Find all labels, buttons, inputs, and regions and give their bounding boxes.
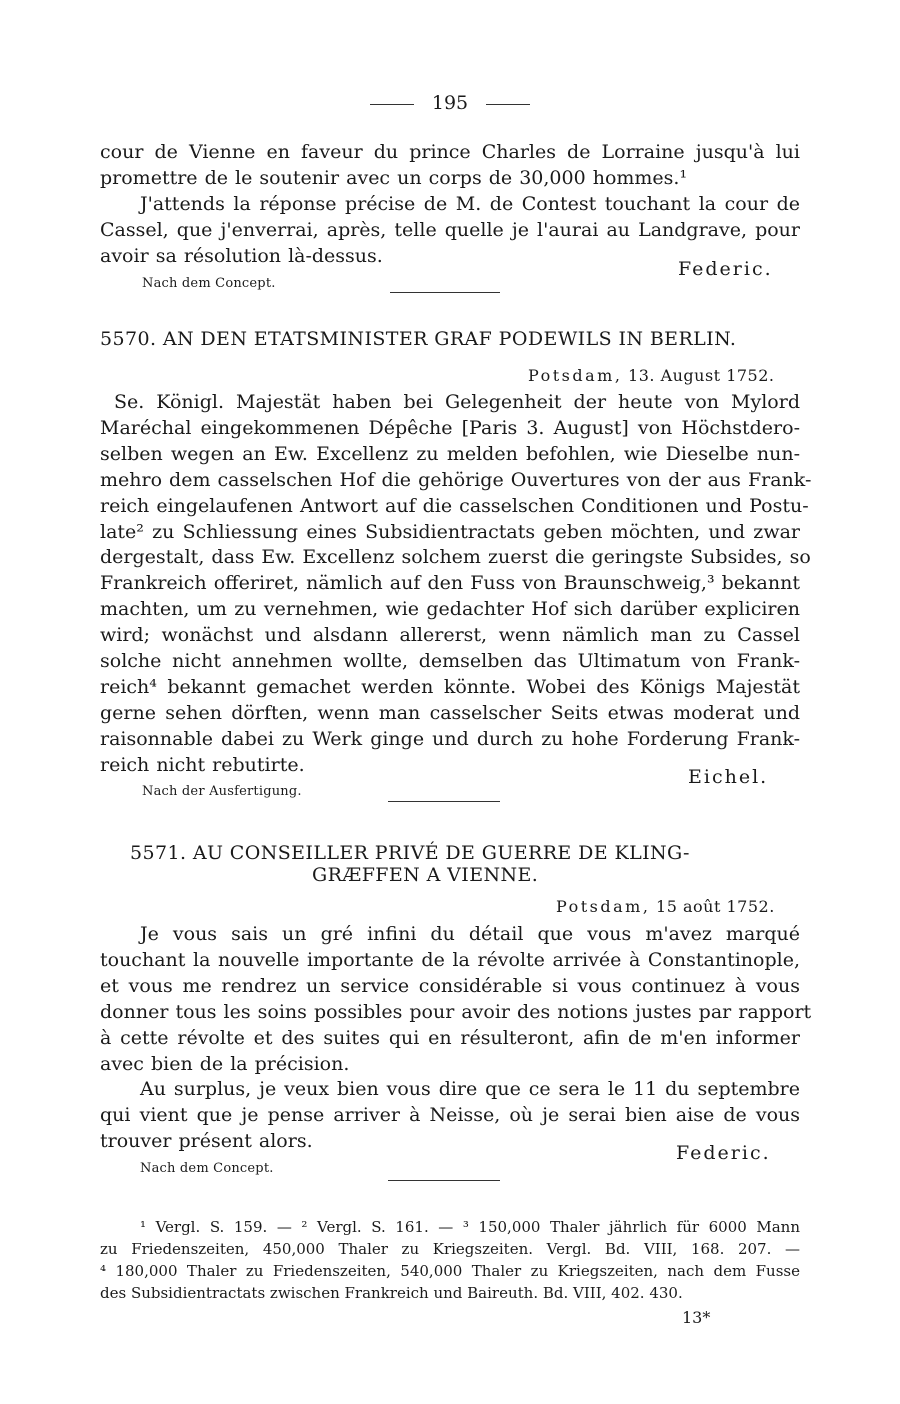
text-line: promettre de le soutenir avec un corps de 30,000 hommes.¹ [100, 166, 688, 189]
separator-rule [388, 1180, 500, 1181]
footnote-line: ¹ Vergl. S. 159. — ² Vergl. S. 161. — ³ 150,000 Thaler jährlich für 6000 Mann [140, 1218, 800, 1236]
text-line: gerne sehen dörften, wenn man casselscher Seits etwas moderat und [100, 701, 800, 724]
letter-place-date [556, 897, 775, 916]
text-line: wird; wonächst und alsdann allererst, wenn nämlich man zu Cassel [100, 624, 800, 647]
letter-heading-continued: GRÆFFEN A VIENNE. [312, 864, 539, 886]
signature-mark: 13* [682, 1308, 711, 1327]
text-line: Au surplus, je veux bien vous dire que ce sera le 11 du septembre [140, 1078, 800, 1101]
separator-rule [388, 801, 500, 802]
header-rule-left [370, 104, 414, 105]
page-number: 195 [431, 92, 469, 114]
text-line: à cette révolte et des suites qui en résulteront, afin de m'en informer [100, 1026, 800, 1049]
signature: Eichel. [688, 766, 769, 788]
text-line: solche nicht annehmen wollte, demselben das Ultimatum von Frank- [100, 650, 800, 673]
text-line: Je vous sais un gré infini du détail que vous m'avez marqué [140, 923, 800, 945]
text-line: Frankreich offeriret, nämlich auf den Fuss von Braunschweig,³ bekannt [100, 572, 800, 595]
source-note: Nach dem Concept. [140, 1161, 274, 1176]
separator-rule [390, 292, 500, 293]
text-line: reich eingelaufenen Antwort auf die casselschen Conditionen und Postu- [100, 494, 809, 517]
text-line: raisonnable dabei zu Werk ginge und durch zu hohe Forderung Frank- [100, 727, 800, 750]
text-line: dergestalt, dass Ew. Excellenz solchem zuerst die geringste Subsides, so [100, 546, 811, 569]
text-line: cour de Vienne en faveur du prince Charles de Lorraine jusqu'à lui [100, 141, 800, 163]
text-line: Se. Königl. Majestät haben bei Gelegenheit der heute von Mylord [114, 391, 800, 413]
text-line: avoir sa résolution là-dessus. [100, 244, 383, 267]
letter-body [100, 922, 812, 1155]
source-note: Nach dem Concept. [142, 276, 276, 291]
text-line: Maréchal eingekommenen Dépêche [Paris 3. August] von Höchstdero- [100, 416, 800, 439]
text-line: trouver présent alors. [100, 1130, 313, 1153]
source-note: Nach der Ausfertigung. [142, 784, 302, 799]
prev-letter-text [100, 140, 800, 270]
letter-date: 15 août 1752. [656, 897, 775, 916]
letter-place: Potsdam, [556, 897, 651, 916]
footnote-line: des Subsidientractats zwischen Frankreich und Baireuth. Bd. VIII, 402. 430. [100, 1284, 683, 1302]
letter-place-date [528, 366, 775, 385]
text-line: mehro dem casselschen Hof die gehörige Ouvertures von der aus Frank- [100, 468, 812, 491]
letter-heading: 5571. AU CONSEILLER PRIVÉ DE GUERRE DE KLING- [130, 842, 690, 864]
text-line: et vous me rendrez un service considérable si vous continuez à vous [100, 974, 800, 997]
book-page [100, 0, 812, 1404]
running-header [100, 92, 800, 114]
text-line: machten, um zu vernehmen, wie gedachter Hof sich darüber expliciren [100, 598, 800, 621]
letter-date: 13. August 1752. [628, 366, 775, 385]
text-line: avec bien de la précision. [100, 1052, 350, 1075]
text-line: reich⁴ bekannt gemachet werden könnte. Wobei des Königs Majestät [100, 675, 800, 698]
text-line: selben wegen an Ew. Excellenz zu melden befohlen, wie Dieselbe nun- [100, 442, 800, 465]
footnotes [100, 1216, 800, 1304]
signature: Federic. [676, 1142, 771, 1164]
text-line: reich nicht rebutirte. [100, 753, 305, 776]
text-line: late² zu Schliessung eines Subsidientractats geben möchten, und zwar [100, 520, 800, 543]
footnote-line: zu Friedenszeiten, 450,000 Thaler zu Kriegszeiten. Vergl. Bd. VIII, 168. 207. — [100, 1240, 800, 1258]
letter-heading: 5570. AN DEN ETATSMINISTER GRAF PODEWILS IN BERLIN. [100, 328, 737, 350]
text-line: touchant la nouvelle importante de la révolte arrivée à Constantinople, [100, 948, 800, 971]
text-line: donner tous les soins possibles pour avoir des notions justes par rapport [100, 1000, 812, 1023]
header-rule-right [486, 104, 530, 105]
text-line: J'attends la réponse précise de M. de Contest touchant la cour de [140, 192, 800, 215]
letter-place: Potsdam, [528, 366, 623, 385]
signature: Federic. [678, 258, 773, 280]
text-line: Cassel, que j'enverrai, après, telle quelle je l'aurai au Landgrave, pour [100, 218, 800, 241]
footnote-line: ⁴ 180,000 Thaler zu Friedenszeiten, 540,000 Thaler zu Kriegszeiten, nach dem Fusse [100, 1262, 800, 1280]
text-line: qui vient que je pense arriver à Neisse, où je serai bien aise de vous [100, 1104, 800, 1127]
letter-body [100, 390, 812, 779]
